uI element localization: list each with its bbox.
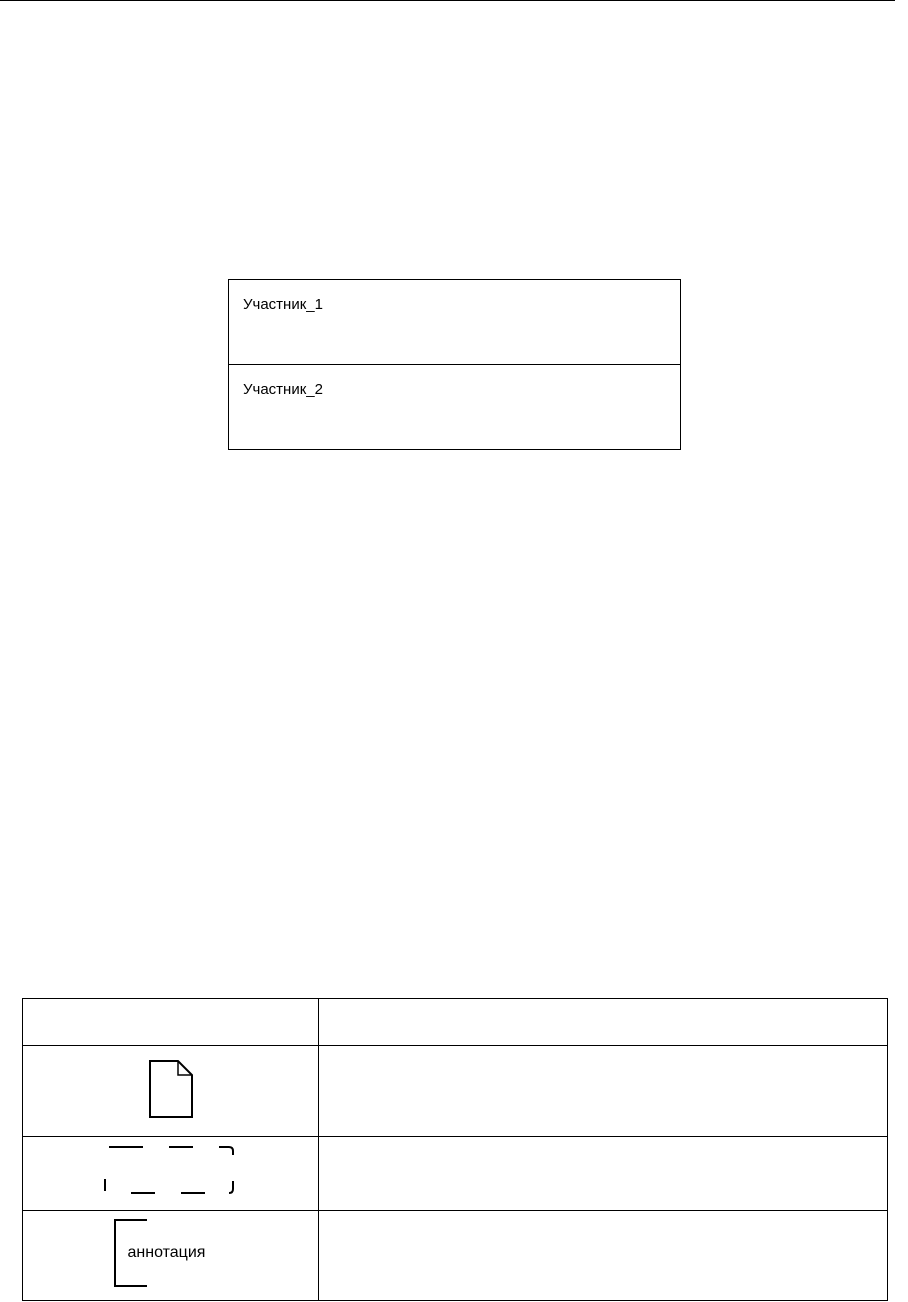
lane-participant-2: [229, 365, 680, 449]
lane-label: Участник_2: [243, 381, 323, 398]
header-cell-description: [319, 999, 888, 1046]
symbol-cell: [23, 1211, 319, 1301]
description-cell: [319, 1046, 888, 1137]
data-object-icon: [148, 1059, 194, 1119]
symbol-table: [22, 998, 888, 1301]
table-row: [23, 1137, 888, 1211]
participant-pool: [228, 279, 681, 450]
group-icon: [101, 1143, 241, 1199]
table-header-row: [23, 999, 888, 1046]
header-cell-symbol: [23, 999, 319, 1046]
table-row: [23, 1211, 888, 1301]
lane-participant-1: [229, 280, 680, 365]
annotation-label: аннотация: [127, 1244, 206, 1261]
description-cell: [319, 1211, 888, 1301]
lane-label: Участник_1: [243, 296, 323, 313]
annotation-icon: [111, 1218, 231, 1288]
symbol-cell: [23, 1137, 319, 1211]
top-rule: [0, 0, 895, 1]
description-cell: [319, 1137, 888, 1211]
table-row: [23, 1046, 888, 1137]
symbol-cell: [23, 1046, 319, 1137]
